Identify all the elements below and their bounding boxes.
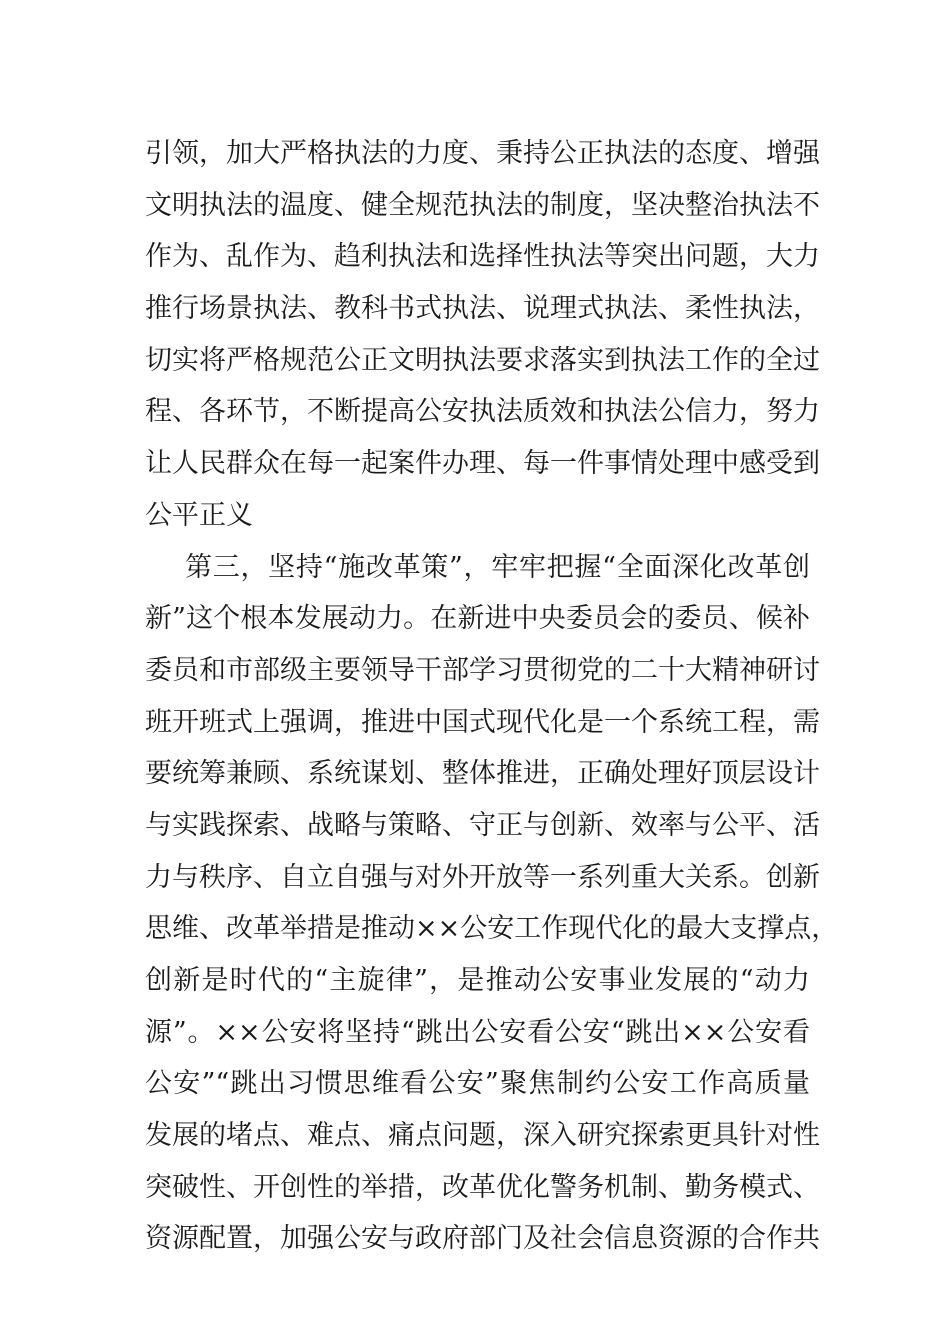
text-line: 与实践探索、战略与策略、守正与创新、效率与公平、活 (145, 809, 820, 841)
text-line: 力与秩序、自立自强与对外开放等一系列重大关系。创新 (145, 861, 820, 893)
text-line: 资源配置，加强公安与政府部门及社会信息资源的合作共 (145, 1223, 820, 1255)
text-line: 作为、乱作为、趋利执法和选择性执法等突出问题，大力 (145, 241, 820, 273)
text-line: 引领，加大严格执法的力度、秉持公正执法的态度、增强 (145, 138, 820, 169)
text-line: 委员和市部级主要领导干部学习贯彻党的二十大精神研讨 (145, 654, 820, 686)
text-line: 要统筹兼顾、系统谋划、整体推进，正确处理好顶层设计 (145, 758, 820, 790)
text-line: 推行场景执法、教科书式执法、说理式执法、柔性执法， (145, 293, 820, 325)
text-line: 文明执法的温度、健全规范执法的制度，坚决整治执法不 (145, 189, 820, 221)
text-line: 源”。××公安将坚持“跳出公安看公安“跳出××公安看 (145, 1016, 810, 1048)
text-line: 新”这个根本发展动力。在新进中央委员会的委员、候补 (145, 603, 810, 635)
paragraph-start-line: 第三，坚持“施改革策”，牢牢把握“全面深化改革创 (185, 551, 810, 583)
text-line: 让人民群众在每一起案件办理、每一件事情处理中感受到 (145, 448, 820, 480)
document-body (145, 128, 839, 1265)
paragraph-end-line: 公平正义 (145, 499, 253, 531)
text-line: 发展的堵点、难点、痛点问题，深入研究探索更具针对性 (145, 1120, 820, 1152)
text-line: 思维、改革举措是推动××公安工作现代化的最大支撑点， (145, 913, 839, 945)
text-line: 公安”“跳出习惯思维看公安”聚焦制约公安工作高质量 (145, 1068, 810, 1100)
text-line: 程、各环节，不断提高公安执法质效和执法公信力，努力 (145, 396, 820, 428)
text-line: 创新是时代的“主旋律”，是推动公安事业发展的“动力 (145, 965, 810, 996)
text-line: 切实将严格规范公正文明执法要求落实到执法工作的全过 (145, 344, 820, 376)
text-line: 突破性、开创性的举措，改革优化警务机制、勤务模式、 (145, 1171, 820, 1203)
text-line: 班开班式上强调，推进中国式现代化是一个系统工程，需 (145, 706, 820, 738)
